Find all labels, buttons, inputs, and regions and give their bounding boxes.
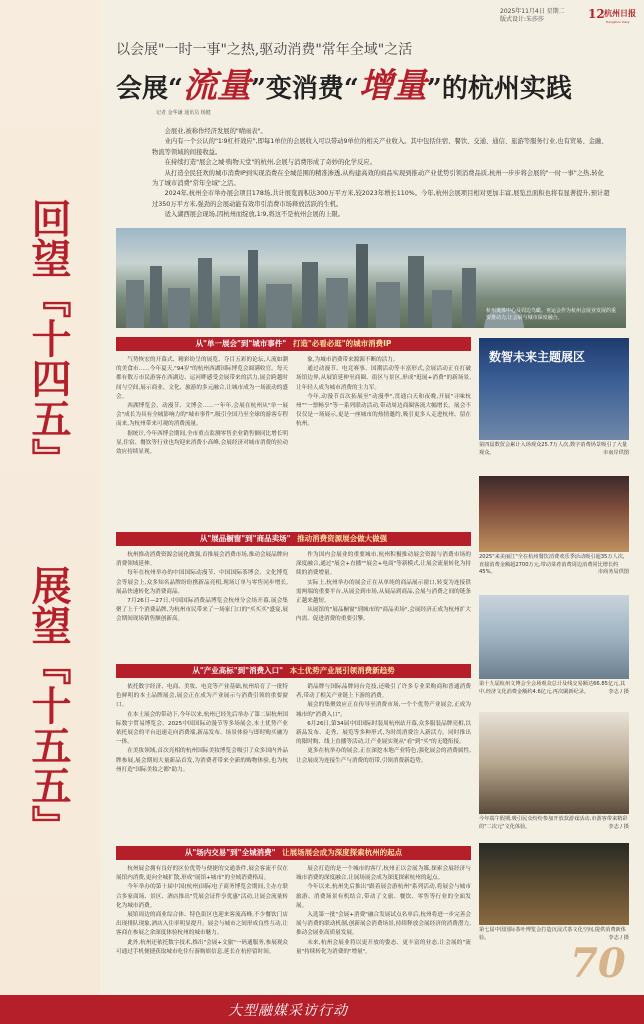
caption-text: 第十九届杭州文博会全会场观众总计及线交易额达66.85亿元,其中,经济文化消费金额约4.6亿元,再次刷新纪录。	[479, 681, 626, 695]
photo-image	[479, 338, 629, 440]
caption-credit: 李志 / 摄	[608, 934, 629, 941]
body-paragraph: 6月26日,第34届中国国际时装周杭州站开幕,众多服装品牌亮相,以新品发布、走秀、展览等多种形式,为时尚消费注入新活力。同时推出的限时购、线上直播等活动,让产业展实现从"看"到"买"的无缝衔接。	[296, 720, 471, 746]
section-header-post: 推动消费资源展会做大做强	[297, 534, 388, 543]
section-4-left-column	[116, 865, 288, 993]
building-shape	[302, 262, 318, 328]
body-paragraph: 西湖博览会、动漫节、文博会……一年年,会展在杭州从"单一展会"成长为具有全城影响力的"城市事件",吸引全国乃至全球的游客专程而来,为杭州带来可观的消费流量。	[116, 403, 288, 428]
building-shape	[168, 288, 190, 328]
section-header-pre: 从"单一展会"到"城市事件"	[195, 339, 287, 348]
photo-caption	[479, 554, 629, 577]
vertical-title-line1: 回望『十四五』	[25, 198, 72, 478]
body-paragraph: 作为国内会展业的重要城市,杭州积极推动展会资源与消费市场的深度融合,通过"展会+直播""展会+电商"等新模式,让展会流量转化为持续的消费增量。	[296, 552, 471, 577]
body-paragraph: 销品牌与国际品牌同台竞技,还吸引了许多专业采购商和普通消费者,带动了相关产业链上下游的消费。	[296, 684, 471, 700]
photo-cosplay-event	[479, 712, 629, 842]
caption-credit: 市南岸供图	[603, 449, 629, 456]
caption-credit: 李志 / 摄	[608, 823, 629, 830]
photo-food-festival	[479, 476, 629, 594]
photo-image	[479, 476, 629, 552]
body-paragraph: 7月26日—27日,中国国际消费品博览会杭州分会场开幕,展会集聚了上千个消费品牌,为杭州市民带来了一场家门口的"买买买"盛宴,展会期间现场销售额创新高。	[116, 598, 288, 623]
body-paragraph: 展馆周边的商业综合体、特色街区也迎来客流高峰,不少餐饮门店出现排队现象,酒店入住率明显提升。展会与城市之间形成良性互动,让客商在参展之余深度体验杭州的城市魅力。	[116, 912, 288, 937]
headline-highlight-2: 增量	[358, 66, 427, 106]
caption-text: 今年端午假期,吸引民众纷纷参加开放款游戏活动,市游客带来精彩的"二次元"文化体验。	[479, 816, 628, 830]
vertical-title	[18, 168, 78, 882]
header-editor: 版式设计:朱莎莎	[500, 16, 545, 23]
body-paragraph: 杭州展会拥有良好的区位优势与便捷的交通条件,展会客流不仅在展馆内消费,更向全城扩散,形成"展馆+城市"的全域消费格局。	[116, 866, 288, 882]
photo-image	[479, 712, 629, 814]
body-paragraph: 实际上,杭州举办的展会正在从单纯的商品展示窗口,转变为连接供需两端的重要平台,从展会到市场,从展品到商品,会展与消费之间的链条正越来越短。	[296, 579, 471, 605]
section-1-right-column	[296, 356, 471, 531]
section-2-left-column	[116, 551, 288, 661]
lead-paragraph: 业内有一个公认的"1∶9杠杆效应",即每1单位的会展收入可以带动9单位的相关产业收入。其中包括住宿、餐饮、交通、通信、旅游等服务行业,也有贸易、金融、物流等领域的间接收益。	[152, 138, 608, 156]
photo-expo-hall	[479, 338, 629, 475]
building-shape	[266, 284, 292, 328]
body-paragraph: 更多在杭举办的展会,正在深挖本地产业特色,强化展会的消费属性,让会展成为连接生产与消费的纽带,引领消费新趋势。	[296, 748, 471, 764]
vertical-title-line2: 展望『十五五』	[25, 565, 72, 845]
lead-paragraph: 2024年,杭州全市举办展会项目178场,共计展览面积达300万平方米,较2023年增长110%。今年,杭州会展项目相对更加丰富,展览总面积也将有显著提升,预计超过350万平方米,强劲的会展动能有效串引消费市场释放活跃的生机。	[152, 190, 610, 208]
building-shape	[462, 268, 476, 328]
caption-credit: 市商务局供图	[597, 569, 629, 575]
body-paragraph: 通过动漫节、电竞赛事、国潮活动等丰富形式,会展活动正在打破场馆边界,从展馆延伸至商圈、街区与景区,形成"逛展+消费"的新场景,让年轻人成为城市消费的主力军。	[296, 366, 471, 391]
lead-paragraph: 在持续打造"展会之城·购物天堂"的杭州,会展与消费形成了奇妙的化学反应。	[164, 159, 376, 167]
building-shape	[198, 258, 212, 328]
section-header-4	[116, 846, 471, 860]
building-shape	[126, 280, 144, 328]
caption-text: 2025"来美丽江"全在杭州餐饮消费欢乐季活动吸引超35万人次,直接消费金额超2700万元,带动菜肴消费周边消费同比增长约45%。	[479, 554, 625, 575]
page-number: 12	[588, 7, 605, 21]
section-header-pre: 从"展品橱窗"到"商品卖场"	[199, 534, 291, 543]
section-header-post: 本土优势产业展引领消费新趋势	[289, 666, 395, 675]
sidebar-banner-text: 数智未来主题展区	[489, 350, 586, 364]
building-shape	[326, 278, 348, 328]
page-footer	[0, 995, 644, 1024]
body-paragraph: 从展馆的"展品橱窗"到城市的"商品卖场",会展经济正成为杭州扩大内需、促进消费的重要引擎。	[296, 607, 471, 623]
lead-paragraph: 适入湖西展会现场,因杭州而绽放,1∶9,将这不是杭州会展的上限。	[164, 211, 344, 219]
body-paragraph: 据统计,今年西博会期间,全市重点监测零售企业销售额同比增长明显,住宿、餐饮等行业也均迎来消费小高峰,会展经济对城市消费的拉动效应持续显现。	[116, 430, 288, 456]
section-header-2	[116, 532, 471, 546]
headline-part3: ”的杭州实践	[426, 74, 572, 104]
body-paragraph: 展会打造的是一个城市的客厅,杭州正以会展为媒,探索会展经济与城市消费的深度融合,让展场展会成为深度探索杭州的起点。	[296, 866, 471, 882]
page-header	[0, 0, 644, 30]
section-header-pre: 从"产业高标"到"消费入口"	[192, 666, 283, 675]
paper-name: 杭州日报	[604, 8, 636, 18]
building-shape	[376, 282, 400, 328]
photo-caption	[479, 681, 629, 696]
footer-text: 大型融媒采访行动	[228, 1003, 348, 1019]
caption-credit: 李志 / 摄	[608, 688, 629, 695]
building-shape	[432, 290, 452, 328]
lead-paragraph: 从打造全民狂欢的城市消费IP到实现消费在全城范围的精准渗透,从构建高效的商品实现到推动产业优势引领消费品质,杭州一步步将会展的"一时一事"之热,转化为了城市消费"常年全域"之活。	[152, 169, 604, 188]
body-paragraph: 依托数字经济、电商、美妆、电竞等产业基础,杭州培育了一批特色鲜明的本土品牌展会,展会正在成为产业展示与消费引领的重要窗口。	[116, 684, 288, 709]
section-1-left-column	[116, 356, 288, 531]
section-3-left-column	[116, 683, 288, 843]
body-paragraph: 杭州推动消费资源会展化做强,首推展会消费市场,推动会展品牌向消费领域延伸。	[116, 552, 288, 568]
section-header-3	[116, 664, 471, 678]
photo-caption	[479, 442, 629, 457]
photo-image	[479, 843, 629, 925]
body-paragraph: 象,为城市消费带来源源不断的活力。	[307, 357, 399, 363]
caption-text: 第七届中国国际茶叶博览会打造沉浸式茶文化空间,提供消费新体验。	[479, 927, 626, 941]
body-paragraph: 入选第一批"会展+消费"融合发展试点名单后,杭州将进一步完善会展与消费的联动机制,创新展会消费场景,持续释放会展经济的消费潜力,推动会展业高质量发展。	[296, 912, 471, 937]
building-shape	[248, 250, 258, 328]
anniversary-logo: 70	[570, 940, 626, 987]
body-paragraph: 今年以来,杭州先后推出"跟着展会游杭州"系列活动,将展会与城市旅游、消费场景有机结合,带动了文旅、餐饮、零售等行业的全面发展。	[296, 884, 471, 909]
section-header-post: 打造"必看必逛"的城市消费IP	[292, 339, 392, 348]
section-header-post: 让展场展会成为深度探索杭州的起点	[282, 848, 403, 857]
body-paragraph: 每年在杭州举办的中国国际动漫节、中国国际茶博会、文化博览会等展会上,众多知名品牌纷纷携新品亮相,现场订单与零售同步增长,展品快速转化为消费商品。	[116, 570, 288, 595]
header-dateline	[500, 8, 590, 24]
byline: 记者 金华谦 通讯员 杨健	[156, 110, 211, 116]
body-paragraph: 气势恢宏的开幕式、精彩纷呈的展览、夺目五彩的论坛,人流如潮的美食市……今年夏天,"94岁"的杭州西湖国际博览会圆满收官。每天都有数万市民游客在西湖边、运河畔感受会展带来的活力,展会跨越时间与空间,展示商业、文化、旅游的多元融合,让城市成为一场流动的盛会。	[116, 357, 288, 400]
section-header-pre: 从"场内交易"到"全城消费"	[184, 848, 276, 857]
body-paragraph: 展会的集聚效应正在传导至消费市场,一个个优势产业展会,正成为城市的"消费入口"。	[296, 702, 471, 718]
body-paragraph: 今年举办的第十届中国(杭州)国际电子商务博览会期间,主办方联合多家商场、景区、酒店推出"凭展会证件享优惠"活动,让展会流量转化为城市消费。	[116, 884, 288, 909]
main-headline	[116, 58, 572, 107]
body-paragraph: 此外,杭州还依托数字技术,推出"会展+文旅"一码通服务,参展观众可通过手机便捷获取城市吃住行游购娱信息,延长在杭停留时间。	[116, 939, 288, 955]
section-3-right-column	[296, 683, 471, 843]
lead-paragraph: 会展业,被称作经济发展的"晴雨表"。	[164, 128, 267, 135]
building-shape	[408, 256, 424, 328]
section-header-1	[116, 337, 471, 351]
body-paragraph: 未来,杭州会展业将以更开放的姿态、更丰富的业态,让会展的"流量"持续转化为消费的"增量"。	[296, 939, 471, 955]
kicker-subtitle: 以会展"一时一事"之热,驱动消费"常年全域"之活	[116, 42, 413, 58]
building-shape	[356, 244, 368, 328]
body-paragraph: 在美妆领域,首次亮相的杭州国际美妆博览会吸引了众多国内外品牌参展,展会期间大量新品首发,为消费者带来全新的购物体验,也为杭州打造"国际美妆之都"助力。	[116, 748, 288, 773]
header-date: 2025年11月4日 星期二	[500, 8, 565, 15]
hero-caption: 杭州奥体中心及周边鸟瞰。亚运会作为杭州会展业发展的重要推动力,让会展与城市深度融合。	[486, 308, 617, 321]
caption-text: 第四届数贸会累计入场观众25.7万人次,数字消费场景吸引了大量观众。	[479, 442, 628, 456]
headline-part1: 会展“	[116, 74, 183, 104]
section-2-right-column	[296, 551, 471, 661]
building-shape	[220, 276, 240, 328]
hero-city-photo	[116, 228, 626, 328]
lead-paragraphs	[152, 127, 610, 221]
photo-image	[479, 595, 629, 679]
photo-culture-expo	[479, 595, 629, 711]
headline-part2: ”变消费“	[250, 74, 359, 104]
body-paragraph: 在本土展会的带动下,今年以来,杭州已经先后举办了第二届杭州国际数字贸易博览会、2025中国国际动漫节等多场展会,本土优势产业依托展会的平台迅速走向消费端,新品发布、场景体验与即时购买融为一体。	[116, 711, 288, 746]
paper-name-en: Hangzhou Daily	[606, 20, 630, 24]
body-paragraph: 今年,动漫节首次拓展至"动漫季",贯通白天和夜晚,开展"寻味杭州""一票畅享"等一系列联动活动,带动周边商圈客流大幅增长。展会不仅仅是一场展示,更是一座城市的热情邀约,吸引更多人走进杭州、留在杭州。	[296, 393, 471, 428]
headline-highlight-1: 流量	[182, 66, 251, 106]
photo-tea-expo	[479, 843, 629, 948]
photo-caption	[479, 816, 629, 831]
building-shape	[150, 266, 162, 328]
section-4-right-column	[296, 865, 471, 993]
